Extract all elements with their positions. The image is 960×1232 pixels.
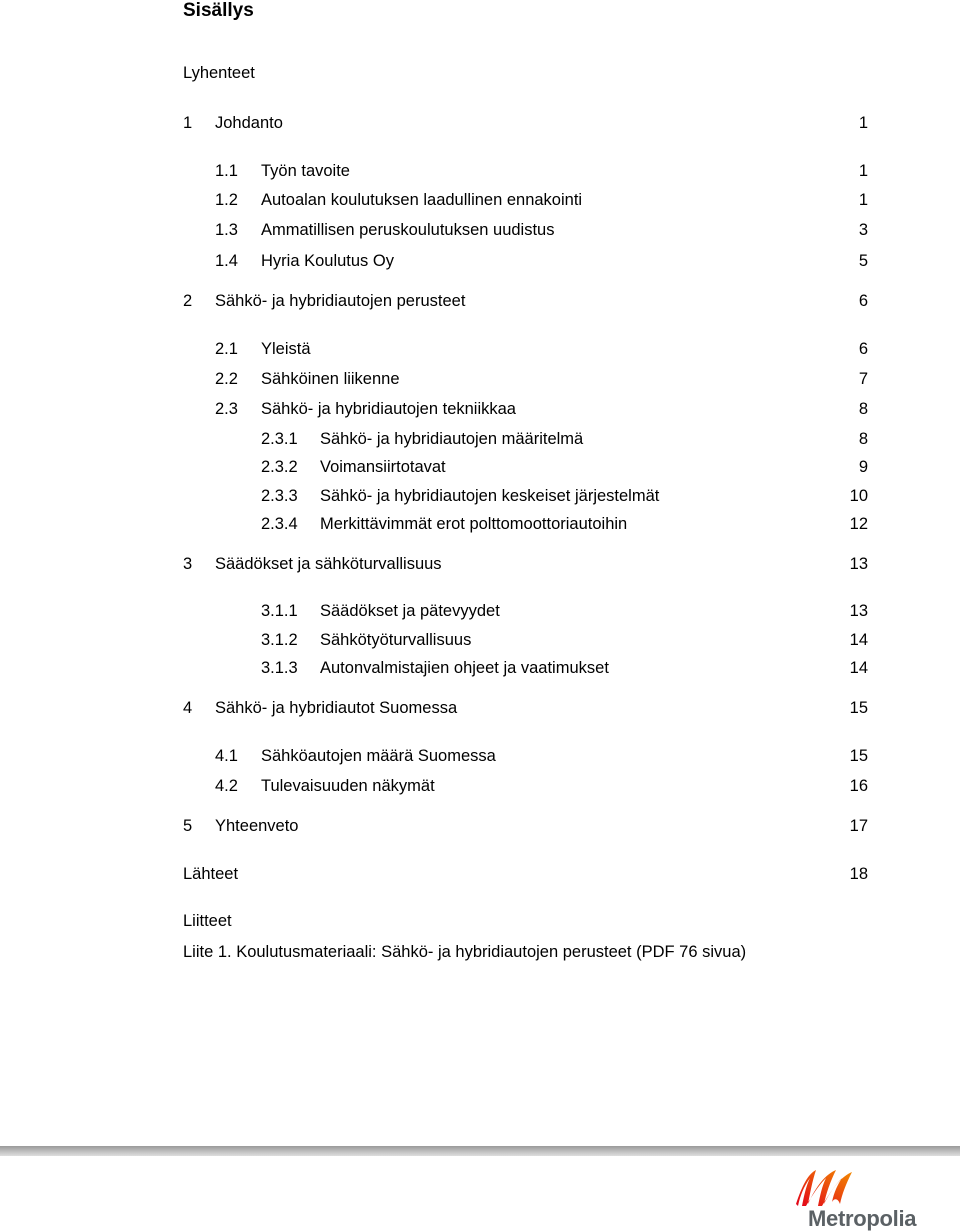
toc-text: Sähkötyöturvallisuus xyxy=(320,631,472,649)
toc-number: 2.3.4 xyxy=(261,515,298,533)
toc-number: 1.3 xyxy=(215,221,238,239)
toc-number: 4.1 xyxy=(215,747,238,765)
toc-text: Säädökset ja sähköturvallisuus xyxy=(215,555,442,573)
appendices-heading: Liitteet xyxy=(183,912,232,930)
toc-text: Yhteenveto xyxy=(215,817,299,835)
toc-text: Ammatillisen peruskoulutuksen uudistus xyxy=(261,221,555,239)
toc-page: 12 xyxy=(849,515,868,533)
toc-entry xyxy=(0,160,868,182)
toc-page: 17 xyxy=(849,817,868,835)
toc-number: 1.2 xyxy=(215,191,238,209)
toc-entry xyxy=(0,250,868,272)
toc-entry xyxy=(0,189,868,211)
toc-text: Merkittävimmät erot polttomoottoriautoihin xyxy=(320,515,628,533)
footer-bar xyxy=(0,1146,960,1156)
toc-number: 3 xyxy=(183,555,193,573)
toc-number: 2.3.1 xyxy=(261,430,298,448)
toc-page: 10 xyxy=(849,487,868,505)
toc-page: 6 xyxy=(858,340,868,358)
toc-entry xyxy=(0,513,868,535)
toc-text: Tulevaisuuden näkymät xyxy=(261,777,435,795)
toc-entry xyxy=(0,629,868,651)
toc-number: 1.4 xyxy=(215,252,238,270)
toc-number: 2.1 xyxy=(215,340,238,358)
toc-text: Sähköautojen määrä Suomessa xyxy=(261,747,496,765)
toc-page: 1 xyxy=(858,162,868,180)
toc-page: 8 xyxy=(858,400,868,418)
toc-number: 2.2 xyxy=(215,370,238,388)
toc-entry xyxy=(0,368,868,390)
toc-entry xyxy=(0,697,868,719)
toc-abbreviations: Lyhenteet xyxy=(183,64,255,82)
toc-page: 16 xyxy=(849,777,868,795)
toc-entry xyxy=(0,815,868,837)
toc-text: Sähkö- ja hybridiautot Suomessa xyxy=(215,699,458,717)
toc-page: 7 xyxy=(858,370,868,388)
toc-number: 2.3.2 xyxy=(261,458,298,476)
toc-number: 3.1.3 xyxy=(261,659,298,677)
toc-entry xyxy=(0,290,868,312)
toc-number: 2.3.3 xyxy=(261,487,298,505)
toc-number: 5 xyxy=(183,817,193,835)
toc-entry xyxy=(0,398,868,420)
toc-page: 6 xyxy=(858,292,868,310)
toc-text: Autonvalmistajien ohjeet ja vaatimukset xyxy=(320,659,609,677)
toc-text: Sähkö- ja hybridiautojen määritelmä xyxy=(320,430,584,448)
toc-page: 5 xyxy=(858,252,868,270)
appendix-1: Liite 1. Koulutusmateriaali: Sähkö- ja hybridiautojen perusteet (PDF 76 sivua) xyxy=(183,943,747,961)
toc-page: 3 xyxy=(858,221,868,239)
toc-text: Lähteet xyxy=(183,865,239,883)
toc-page: 13 xyxy=(849,602,868,620)
toc-text: Säädökset ja pätevyydet xyxy=(320,602,500,620)
toc-number: 4 xyxy=(183,699,193,717)
toc-entry xyxy=(0,600,868,622)
toc-page: 1 xyxy=(858,191,868,209)
toc-page: 13 xyxy=(849,555,868,573)
toc-entry xyxy=(0,745,868,767)
toc-text: Työn tavoite xyxy=(261,162,350,180)
toc-number: 4.2 xyxy=(215,777,238,795)
toc-entry xyxy=(0,112,868,134)
toc-text: Sähköinen liikenne xyxy=(261,370,400,388)
toc-page: 14 xyxy=(849,659,868,677)
toc-entry xyxy=(0,775,868,797)
toc-number: 2 xyxy=(183,292,193,310)
toc-entry xyxy=(0,338,868,360)
toc-entry xyxy=(0,657,868,679)
toc-page: 15 xyxy=(849,747,868,765)
page-title: Sisällys xyxy=(183,0,254,21)
toc-page: 1 xyxy=(858,114,868,132)
toc-text: Hyria Koulutus Oy xyxy=(261,252,394,270)
toc-text: Voimansiirtotavat xyxy=(320,458,446,476)
toc-page: 14 xyxy=(849,631,868,649)
toc-entry-references xyxy=(0,863,868,885)
toc-entry xyxy=(0,219,868,241)
toc-text: Johdanto xyxy=(215,114,283,132)
toc-entry xyxy=(0,553,868,575)
toc-entry xyxy=(0,456,868,478)
toc-number: 3.1.2 xyxy=(261,631,298,649)
toc-text: Yleistä xyxy=(261,340,311,358)
toc-number: 3.1.1 xyxy=(261,602,298,620)
toc-text: Autoalan koulutuksen laadullinen ennakointi xyxy=(261,191,583,209)
toc-number: 1.1 xyxy=(215,162,238,180)
toc-text: Sähkö- ja hybridiautojen keskeiset järjestelmät xyxy=(320,487,660,505)
toc-entry xyxy=(0,428,868,450)
toc-page: 9 xyxy=(858,458,868,476)
toc-text: Sähkö- ja hybridiautojen perusteet xyxy=(215,292,466,310)
toc-number: 2.3 xyxy=(215,400,238,418)
metropolia-logo-text: Metropolia xyxy=(808,1206,917,1231)
toc-text: Sähkö- ja hybridiautojen tekniikkaa xyxy=(261,400,516,418)
toc-number: 1 xyxy=(183,114,193,132)
toc-page: 15 xyxy=(849,699,868,717)
toc-page: 18 xyxy=(849,865,868,883)
toc-entry xyxy=(0,485,868,507)
toc-page: 8 xyxy=(858,430,868,448)
